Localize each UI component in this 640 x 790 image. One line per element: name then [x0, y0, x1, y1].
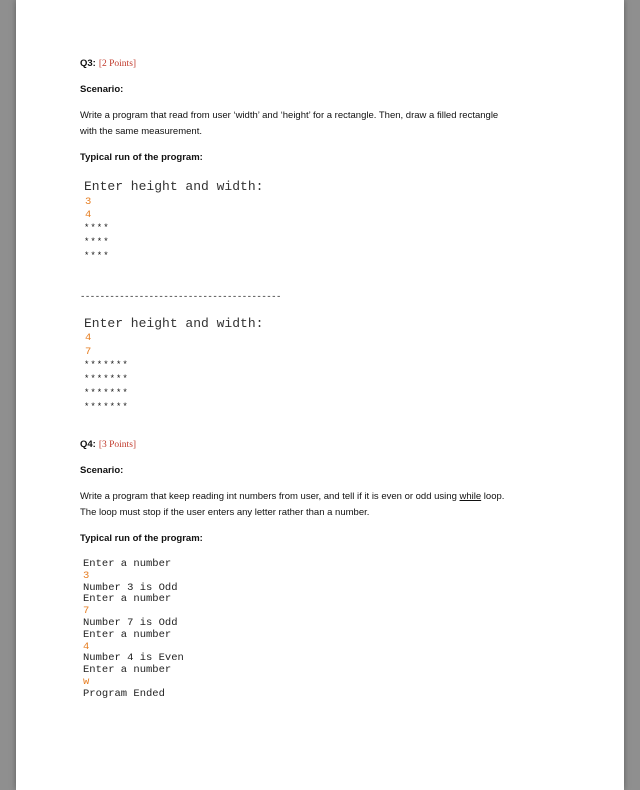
q4-description-line-1: [80, 489, 560, 505]
q3-scenario-label: Scenario:: [80, 84, 124, 95]
q4-description-while-keyword: while: [459, 491, 482, 502]
q4-run-input: 7: [83, 605, 90, 618]
q3-run2-output: [84, 358, 129, 414]
q4-run-line: Enter a number: [83, 664, 172, 677]
q3-run1-row: ****: [84, 251, 110, 261]
q4-run-line: Program Ended: [83, 687, 165, 700]
q4-typical-run-label: Typical run of the program:: [80, 533, 203, 544]
q4-run-line: Enter a number: [83, 628, 172, 641]
q4-run-line: Enter a number: [83, 558, 172, 570]
q4-scenario-label: Scenario:: [80, 465, 124, 476]
q4-run-input: w: [83, 675, 90, 688]
q4-heading: [80, 439, 136, 450]
q3-run1-prompt: Enter height and width:: [84, 179, 264, 194]
q4-run-line: Number 7 is Odd: [83, 616, 178, 629]
q3-points: [2 Points]: [98, 59, 137, 69]
q3-run1-input-height: 3: [85, 196, 92, 208]
q3-heading: [80, 58, 136, 69]
q3-run2-row: *******: [84, 388, 129, 398]
q4-run-input: 3: [83, 569, 90, 582]
q3-run2-input-height: 4: [85, 332, 92, 344]
q4-run-input: 4: [83, 640, 90, 653]
q3-run2-row: *******: [84, 360, 129, 370]
q4-run-line: Number 4 is Even: [83, 652, 184, 665]
q4-description-line-2: The loop must stop if the user enters any letter rather than a number.: [80, 507, 370, 518]
q3-description-line-1: Write a program that read from user ‘width’ and ‘height’ for a rectangle. Then, draw a filled rectangle: [80, 110, 499, 121]
q3-run2-row: *******: [84, 402, 129, 412]
q4-run-line: Number 3 is Odd: [83, 581, 178, 594]
q3-run1-row: ****: [84, 237, 110, 247]
q3-description: [80, 108, 560, 140]
q4-description-text-a: Write a program that keep reading int numbers from user, and tell if it is even or odd using: [80, 491, 460, 502]
document-page: [16, 0, 624, 790]
q3-typical-run-label: Typical run of the program:: [80, 152, 203, 163]
q3-run2-input-width: 7: [85, 346, 92, 358]
q3-label: Q3:: [80, 58, 96, 69]
q4-points: [3 Points]: [98, 440, 137, 450]
q4-run-line: Enter a number: [83, 593, 172, 606]
q3-description-line-2: with the same measurement.: [80, 126, 202, 137]
q4-description: [80, 489, 560, 521]
q3-run2-row: *******: [84, 374, 129, 384]
q3-divider: -----------------------------------------: [80, 292, 281, 302]
q4-description-text-b: loop.: [481, 491, 505, 502]
q4-console-output: [83, 559, 184, 701]
q3-run1-row: ****: [84, 223, 110, 233]
q3-run1-output: [84, 221, 110, 263]
q3-run1-input-width: 4: [85, 209, 92, 221]
q4-label: Q4:: [80, 439, 96, 450]
q3-run2-prompt: Enter height and width:: [84, 316, 264, 331]
